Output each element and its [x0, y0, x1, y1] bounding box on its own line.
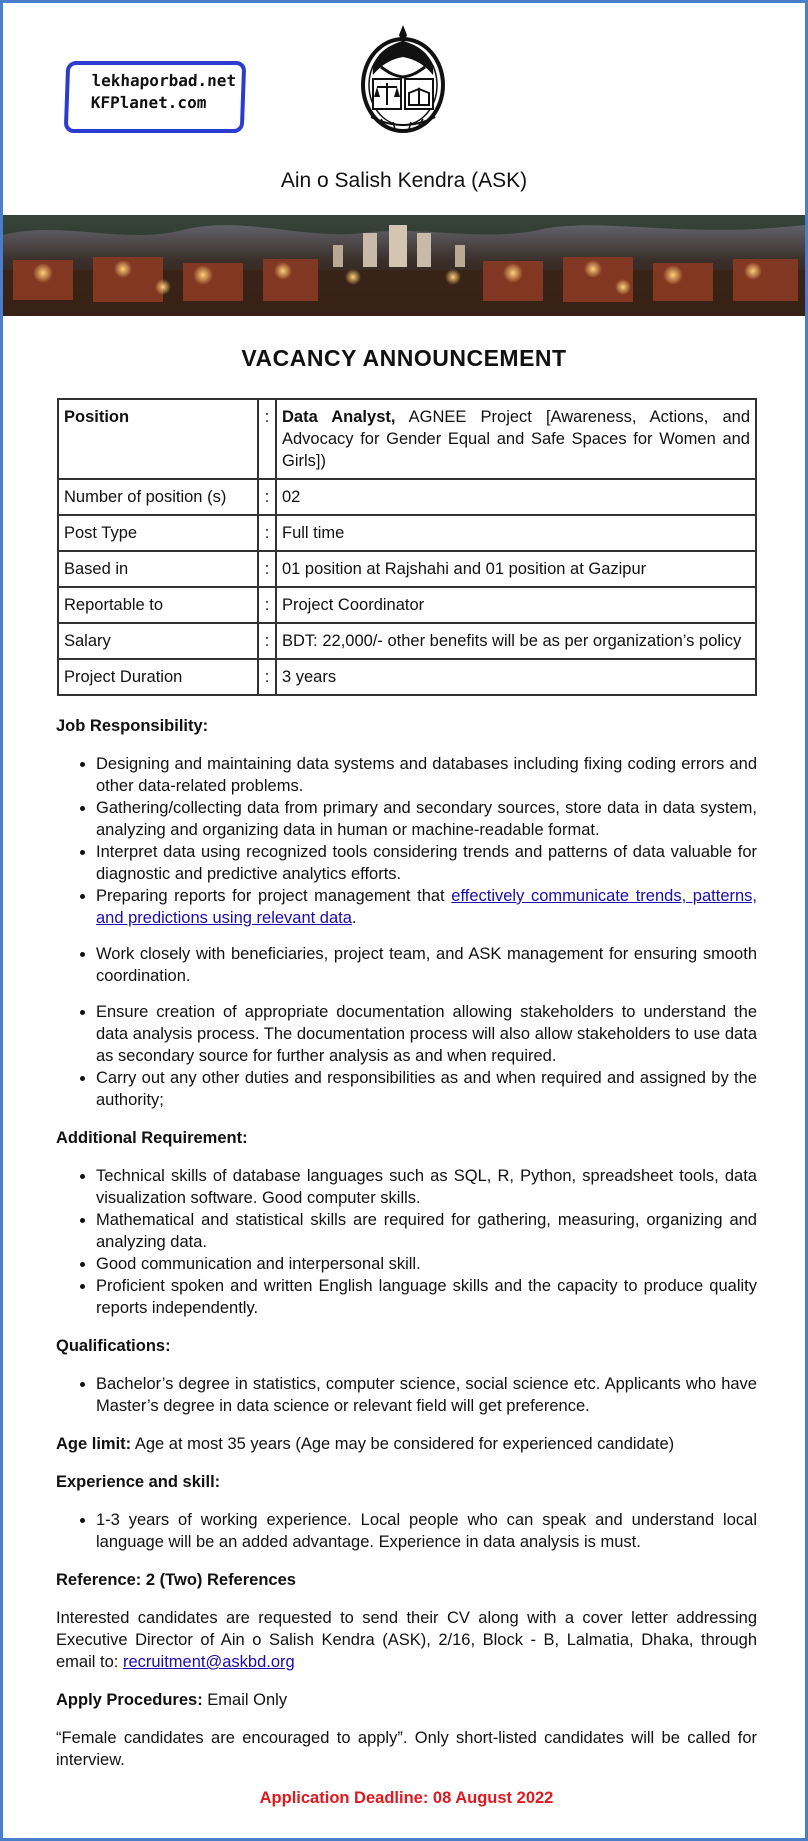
position-project: AGNEE Project [Awareness, Actions, and Advocacy for Gender Equal and Safe Spaces for Women and Girls]): [282, 408, 750, 470]
qualifications-heading: Qualifications:: [56, 1337, 171, 1355]
row-label: Position: [58, 399, 258, 479]
table-row: [58, 623, 756, 659]
female-candidates-note: “Female candidates are encouraged to apply”. Only short-listed candidates will be called for interview.: [56, 1729, 757, 1769]
row-label: Post Type: [58, 515, 258, 551]
application-deadline: Application Deadline: 08 August 2022: [259, 1789, 554, 1807]
row-label: Reportable to: [58, 587, 258, 623]
list-item: • Interpret data using recognized tools considering trends and patterns of data valuable for diagnostic and predictive analytics efforts.: [96, 841, 757, 885]
list-item: • Good communication and interpersonal skill.: [96, 1253, 757, 1275]
row-label: Salary: [58, 623, 258, 659]
apply-text: Interested candidates are requested to send their CV along with a cover letter addressing Executive Director of Ain o Salish Kendra (ASK), 2/16, Block - B, Lalmatia, Dhaka, through email to:: [56, 1609, 757, 1671]
watermark-box: [64, 61, 247, 133]
row-value: BDT: 22,000/- other benefits will be as per organization’s policy: [276, 623, 756, 659]
organization-name: Ain o Salish Kendra (ASK): [280, 169, 528, 192]
list-item: • Work closely with beneficiaries, project team, and ASK management for ensuring smooth coordination.: [96, 943, 757, 987]
candlelight-banner-image: [3, 215, 805, 316]
additional-requirement-heading: Additional Requirement:: [56, 1129, 248, 1147]
age-limit: [56, 1433, 757, 1455]
apply-instructions: [56, 1607, 757, 1673]
row-separator: :: [258, 623, 276, 659]
report-item-link[interactable]: effectively communicate trends, patterns, and predictions using relevant data: [96, 887, 757, 927]
job-responsibility-list: [56, 753, 757, 1111]
list-item: • Technical skills of database languages such as SQL, R, Python, spreadsheet tools, data visualization software. Good computer skills.: [96, 1165, 757, 1209]
row-label: Based in: [58, 551, 258, 587]
recruitment-email-link[interactable]: recruitment@askbd.org: [122, 1653, 295, 1671]
apply-procedures: [56, 1689, 757, 1711]
row-separator: :: [258, 399, 276, 479]
list-item: • Carry out any other duties and responsibilities as and when required and assigned by the authority;: [96, 1067, 757, 1111]
reference-heading: Reference: 2 (Two) References: [56, 1571, 296, 1589]
job-responsibility-heading: Job Responsibility:: [56, 717, 209, 735]
table-row: [58, 659, 756, 695]
table-row: [58, 551, 756, 587]
row-value: [276, 399, 756, 479]
watermark-line-2: KFPlanet.com: [90, 93, 207, 112]
list-item: • Designing and maintaining data systems and databases including fixing coding errors and other data-related problems.: [96, 753, 757, 797]
list-item: • Bachelor’s degree in statistics, computer science, social science etc. Applicants who have Master’s degree in data science or relevant field will get preference.: [96, 1373, 757, 1417]
row-label: Number of position (s): [58, 479, 258, 515]
watermark-line-1: lekhaporbad.net: [91, 71, 237, 90]
experience-heading: Experience and skill:: [56, 1473, 221, 1491]
row-separator: :: [258, 515, 276, 551]
row-value: 02: [276, 479, 756, 515]
table-row: [58, 515, 756, 551]
experience-list: [56, 1509, 757, 1553]
table-row: [58, 587, 756, 623]
apply-procedures-text: Email Only: [202, 1691, 288, 1709]
table-row: [58, 399, 756, 479]
qualifications-list: [56, 1373, 757, 1417]
row-value: Project Coordinator: [276, 587, 756, 623]
table-row: [58, 479, 756, 515]
list-item: • Mathematical and statistical skills are required for gathering, measuring, organizing and analyzing data.: [96, 1209, 757, 1253]
position-title: Data Analyst,: [282, 408, 396, 426]
report-item-text: Preparing reports for project management that: [96, 887, 452, 905]
announcement-body: [56, 715, 757, 1809]
row-label: Project Duration: [58, 659, 258, 695]
row-separator: :: [258, 587, 276, 623]
report-item-period: .: [351, 909, 357, 927]
row-value: 3 years: [276, 659, 756, 695]
position-info-table: [57, 398, 757, 696]
age-limit-label: Age limit:: [56, 1435, 132, 1453]
list-item: • Proficient spoken and written English language skills and the capacity to produce quality reports independently.: [96, 1275, 757, 1319]
row-separator: :: [258, 659, 276, 695]
age-limit-text: Age at most 35 years (Age may be considered for experienced candidate): [131, 1435, 675, 1453]
apply-procedures-label: Apply Procedures:: [56, 1691, 203, 1709]
list-item: [96, 885, 757, 929]
ask-emblem-icon: [351, 21, 455, 139]
row-separator: :: [258, 479, 276, 515]
additional-requirement-list: [56, 1165, 757, 1319]
row-value: Full time: [276, 515, 756, 551]
list-item: • Gathering/collecting data from primary and secondary sources, store data in data system, analyzing and organizing data in human or machine-readable format.: [96, 797, 757, 841]
row-separator: :: [258, 551, 276, 587]
list-item: • Ensure creation of appropriate documentation allowing stakeholders to understand the data analysis process. The documentation process will also allow stakeholders to use data as secondary source for further analysis as and when required.: [96, 1001, 757, 1067]
announcement-title: VACANCY ANNOUNCEMENT: [241, 345, 567, 371]
list-item: • 1-3 years of working experience. Local people who can speak and understand local language will be an added advantage. Experience in data analysis is must.: [96, 1509, 757, 1553]
row-value: 01 position at Rajshahi and 01 position at Gazipur: [276, 551, 756, 587]
